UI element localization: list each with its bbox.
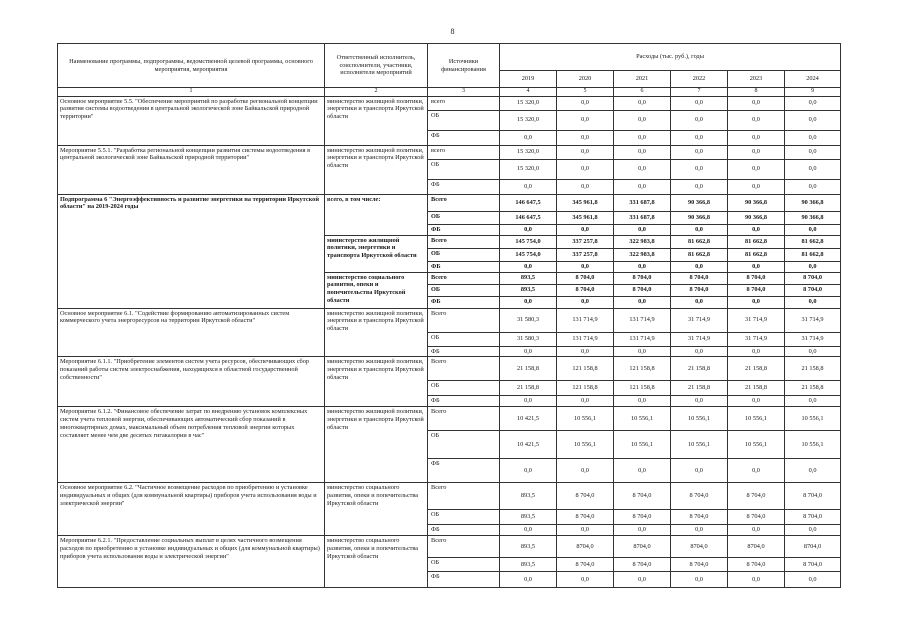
funding-source: ФБ (428, 261, 500, 272)
expense-value: 0,0 (614, 145, 671, 159)
funding-source: ФБ (428, 179, 500, 194)
page-number: 8 (450, 27, 455, 36)
expense-value: 8 704,0 (614, 483, 671, 510)
funding-source: ОБ (428, 431, 500, 459)
expense-value: 8 704,0 (671, 284, 728, 296)
expense-value: 0,0 (728, 396, 785, 407)
header-year: 2019 (500, 71, 557, 88)
expense-value: 10 556,1 (728, 431, 785, 459)
funding-source: ФБ (428, 396, 500, 407)
expense-value: 322 983,8 (614, 248, 671, 261)
expense-value: 0,0 (614, 396, 671, 407)
expense-value: 21 158,8 (728, 381, 785, 396)
expense-value: 8 704,0 (728, 483, 785, 510)
executor-name: всего, в том числе: (325, 194, 428, 235)
expense-value: 146 647,5 (500, 211, 557, 224)
funding-source: ФБ (428, 459, 500, 483)
expense-value: 21 158,8 (500, 381, 557, 396)
expense-value: 10 556,1 (614, 407, 671, 431)
expense-value: 0,0 (671, 179, 728, 194)
expense-value: 0,0 (614, 459, 671, 483)
header-executor: Ответственный исполнитель, соисполнители, участники, исполнители мероприятий (325, 44, 428, 88)
expense-value: 21 158,8 (671, 381, 728, 396)
expense-value: 0,0 (614, 525, 671, 536)
funding-source: Всего (428, 235, 500, 248)
column-number: 8 (728, 88, 785, 97)
expense-value: 0,0 (614, 261, 671, 272)
funding-source: Всего (428, 407, 500, 431)
table-row (58, 308, 841, 332)
funding-source: ФБ (428, 525, 500, 536)
expense-value: 131 714,9 (557, 332, 614, 346)
header-year: 2021 (614, 71, 671, 88)
program-name: Основное мероприятие 5.5. "Обеспечение мероприятий по разработке региональной концепции развития системы водоотведения в центральной экологической зоне Байкальской природной территории" (58, 96, 325, 145)
expense-value: 0,0 (557, 179, 614, 194)
program-name: Основное мероприятие 6.2. "Частичное возмещение расходов по приобретению и установке индивидуальных и общих (для коммунальной квартиры) приборов учета использования воды и электрической энергии" (58, 483, 325, 536)
executor-name: министерство жилищной политики, энергетики и транспорта Иркутской области (325, 96, 428, 145)
expense-value: 31 714,9 (671, 332, 728, 346)
expense-value: 10 556,1 (728, 407, 785, 431)
expense-value: 0,0 (614, 130, 671, 145)
expense-value: 0,0 (614, 159, 671, 179)
program-name: Мероприятие 6.2.1. "Предоставление социальных выплат в целях частичного возмещения расходов по приобретению и установке индивидуальных и общих (для коммунальной квартиры) приборов учета использования воды и электрической энергии" (58, 536, 325, 588)
executor-name: министерство социального развития, опеки и попечительства Иркутской области (325, 483, 428, 536)
expense-value: 0,0 (500, 572, 557, 588)
expense-value: 0,0 (500, 261, 557, 272)
expense-value: 0,0 (728, 179, 785, 194)
expense-value: 121 158,8 (557, 357, 614, 381)
expense-value: 0,0 (785, 459, 841, 483)
funding-source: ФБ (428, 130, 500, 145)
expense-value: 81 662,8 (785, 235, 841, 248)
expense-value: 0,0 (557, 459, 614, 483)
expense-value: 0,0 (785, 145, 841, 159)
funding-source: ОБ (428, 332, 500, 346)
expense-value: 31 580,3 (500, 332, 557, 346)
expense-value: 8 704,0 (557, 284, 614, 296)
program-name: Мероприятие 5.5.1. "Разработка региональной концепции развития системы водоотведения в центральной экологической зоне Байкальской природной территории" (58, 145, 325, 194)
expense-value: 0,0 (557, 296, 614, 308)
table-row (58, 483, 841, 510)
expense-value: 8 704,0 (614, 272, 671, 284)
expense-value: 131 714,9 (557, 308, 614, 332)
expense-value: 0,0 (728, 261, 785, 272)
expense-value: 0,0 (728, 346, 785, 357)
expense-value: 337 257,8 (557, 235, 614, 248)
expense-value: 8 704,0 (614, 284, 671, 296)
expense-value: 8704,0 (557, 536, 614, 558)
column-number: 1 (58, 88, 325, 97)
expense-value: 90 366,8 (728, 211, 785, 224)
executor-name: министерство социального развития, опеки и попечительства Иркутской области (325, 536, 428, 588)
table-body (58, 96, 841, 588)
expense-value: 21 158,8 (728, 357, 785, 381)
expense-value: 893,5 (500, 284, 557, 296)
expense-value: 8 704,0 (785, 558, 841, 572)
expense-value: 0,0 (557, 525, 614, 536)
funding-source: ФБ (428, 572, 500, 588)
expense-value: 145 754,0 (500, 235, 557, 248)
header-year: 2022 (671, 71, 728, 88)
expense-value: 10 556,1 (557, 431, 614, 459)
header-year: 2020 (557, 71, 614, 88)
expense-value: 145 754,0 (500, 248, 557, 261)
expense-value: 8 704,0 (557, 510, 614, 525)
expense-value: 10 556,1 (614, 431, 671, 459)
expense-value: 0,0 (557, 130, 614, 145)
funding-source: ОБ (428, 248, 500, 261)
expense-value: 0,0 (500, 396, 557, 407)
expense-value: 0,0 (728, 130, 785, 145)
expense-value: 21 158,8 (785, 357, 841, 381)
expense-value: 15 320,0 (500, 159, 557, 179)
expense-value: 0,0 (785, 296, 841, 308)
header-name: Наименование программы, подпрограммы, ведомственной целевой программы, основного мероприятия, мероприятия (58, 44, 325, 88)
expense-value: 21 158,8 (785, 381, 841, 396)
executor-name: министерство жилищной политики, энергетики и транспорта Иркутской области (325, 145, 428, 194)
funding-source: ОБ (428, 110, 500, 130)
expense-value: 15 320,0 (500, 96, 557, 110)
expense-value: 0,0 (500, 525, 557, 536)
expense-value: 0,0 (500, 296, 557, 308)
expense-value: 0,0 (728, 145, 785, 159)
expense-value: 0,0 (728, 525, 785, 536)
header-year: 2023 (728, 71, 785, 88)
column-number: 4 (500, 88, 557, 97)
executor-name: министерство социального развития, опеки и попечительства Иркутской области (325, 272, 428, 308)
expense-value: 0,0 (557, 346, 614, 357)
funding-source: Всего (428, 536, 500, 558)
expense-value: 893,5 (500, 272, 557, 284)
expense-value: 0,0 (614, 224, 671, 235)
expense-value: 0,0 (671, 459, 728, 483)
column-number: 9 (785, 88, 841, 97)
column-number: 2 (325, 88, 428, 97)
table-row (58, 536, 841, 558)
expense-value: 893,5 (500, 558, 557, 572)
funding-source: ФБ (428, 296, 500, 308)
executor-name: министерство жилищной политики, энергетики и транспорта Иркутской области (325, 235, 428, 272)
expense-value: 8704,0 (785, 536, 841, 558)
expense-value: 10 421,5 (500, 431, 557, 459)
expense-value: 31 714,9 (785, 332, 841, 346)
expense-value: 0,0 (557, 396, 614, 407)
funding-source: всего (428, 145, 500, 159)
expense-value: 8 704,0 (557, 558, 614, 572)
expense-value: 0,0 (785, 224, 841, 235)
expense-value: 81 662,8 (785, 248, 841, 261)
header-expenses: Расходы (тыс. руб.), годы (500, 44, 841, 71)
expense-value: 10 556,1 (671, 431, 728, 459)
expense-value: 0,0 (614, 296, 671, 308)
expense-value: 8 704,0 (671, 558, 728, 572)
funding-source: Всего (428, 272, 500, 284)
expense-value: 0,0 (671, 96, 728, 110)
expense-value: 10 556,1 (785, 431, 841, 459)
expense-value: 0,0 (671, 110, 728, 130)
expense-value: 0,0 (500, 179, 557, 194)
expense-value: 0,0 (557, 96, 614, 110)
expense-value: 893,5 (500, 536, 557, 558)
expense-value: 15 320,0 (500, 110, 557, 130)
expense-value: 8704,0 (671, 536, 728, 558)
expense-value: 0,0 (671, 261, 728, 272)
expense-value: 0,0 (728, 572, 785, 588)
expense-value: 0,0 (728, 296, 785, 308)
expense-value: 8 704,0 (614, 558, 671, 572)
expense-value: 81 662,8 (671, 248, 728, 261)
column-number: 5 (557, 88, 614, 97)
expense-value: 0,0 (728, 110, 785, 130)
expense-value: 345 961,8 (557, 211, 614, 224)
expense-value: 81 662,8 (728, 235, 785, 248)
expense-value: 893,5 (500, 510, 557, 525)
column-number: 7 (671, 88, 728, 97)
funding-source: ОБ (428, 211, 500, 224)
funding-source: ОБ (428, 159, 500, 179)
column-number: 6 (614, 88, 671, 97)
expense-value: 8 704,0 (671, 510, 728, 525)
expense-value: 8 704,0 (728, 284, 785, 296)
expense-value: 0,0 (785, 159, 841, 179)
expense-value: 81 662,8 (728, 248, 785, 261)
expense-value: 0,0 (785, 130, 841, 145)
expense-value: 0,0 (671, 296, 728, 308)
expense-value: 0,0 (557, 261, 614, 272)
expense-value: 8 704,0 (728, 510, 785, 525)
funding-source: ОБ (428, 558, 500, 572)
expense-value: 322 983,8 (614, 235, 671, 248)
expense-value: 81 662,8 (671, 235, 728, 248)
funding-source: Всего (428, 194, 500, 211)
expense-value: 0,0 (785, 572, 841, 588)
expense-value: 0,0 (728, 224, 785, 235)
expense-value: 0,0 (671, 525, 728, 536)
funding-source: ФБ (428, 346, 500, 357)
funding-source: ОБ (428, 284, 500, 296)
expense-value: 121 158,8 (557, 381, 614, 396)
expense-value: 337 257,8 (557, 248, 614, 261)
expense-value: 0,0 (785, 179, 841, 194)
program-name: Основное мероприятие 6.1. "Содействие формированию автоматизированных систем коммерческого учета энергоресурсов на территории Иркутской области" (58, 308, 325, 357)
expense-value: 8 704,0 (728, 272, 785, 284)
expense-value: 0,0 (614, 96, 671, 110)
expense-value: 0,0 (614, 179, 671, 194)
funding-source: Всего (428, 483, 500, 510)
expense-value: 90 366,8 (785, 194, 841, 211)
expense-value: 8 704,0 (728, 558, 785, 572)
expense-value: 893,5 (500, 483, 557, 510)
executor-name: министерство жилищной политики, энергетики и транспорта Иркутской области (325, 308, 428, 357)
expense-value: 31 714,9 (671, 308, 728, 332)
expense-value: 121 158,8 (614, 381, 671, 396)
expense-value: 0,0 (728, 96, 785, 110)
expenses-table (57, 43, 841, 588)
table-row (58, 96, 841, 110)
table-row (58, 357, 841, 381)
program-name: Подпрограмма 6 "Энергоэффективность и развитие энергетики на территории Иркутской области" на 2019-2024 годы (58, 194, 325, 308)
expense-value: 31 714,9 (785, 308, 841, 332)
expense-value: 0,0 (614, 572, 671, 588)
expense-value: 0,0 (785, 346, 841, 357)
expense-value: 0,0 (614, 346, 671, 357)
expense-value: 0,0 (671, 159, 728, 179)
expense-value: 0,0 (557, 110, 614, 130)
executor-name: министерство жилищной политики, энергетики и транспорта Иркутской области (325, 407, 428, 483)
expense-value: 0,0 (557, 159, 614, 179)
expense-value: 90 366,8 (728, 194, 785, 211)
expense-value: 8704,0 (728, 536, 785, 558)
expense-value: 15 320,0 (500, 145, 557, 159)
expense-value: 0,0 (500, 130, 557, 145)
funding-source: ОБ (428, 381, 500, 396)
expense-value: 0,0 (785, 525, 841, 536)
header-year: 2024 (785, 71, 841, 88)
expense-value: 0,0 (500, 459, 557, 483)
expense-value: 0,0 (500, 346, 557, 357)
expense-value: 0,0 (785, 261, 841, 272)
expense-value: 0,0 (728, 459, 785, 483)
expense-value: 0,0 (671, 224, 728, 235)
expense-value: 0,0 (557, 224, 614, 235)
expense-value: 0,0 (671, 396, 728, 407)
expense-value: 0,0 (785, 96, 841, 110)
funding-source: Всего (428, 308, 500, 332)
expense-value: 21 158,8 (671, 357, 728, 381)
expense-value: 8 704,0 (785, 510, 841, 525)
expense-value: 345 961,8 (557, 194, 614, 211)
expense-value: 31 714,9 (728, 308, 785, 332)
expense-value: 8 704,0 (785, 272, 841, 284)
expense-value: 10 556,1 (671, 407, 728, 431)
table-row (58, 407, 841, 431)
expense-value: 0,0 (500, 224, 557, 235)
expense-value: 331 687,8 (614, 194, 671, 211)
expense-value: 8 704,0 (785, 284, 841, 296)
column-number: 3 (428, 88, 500, 97)
expense-value: 0,0 (671, 572, 728, 588)
expense-value: 0,0 (614, 110, 671, 130)
expense-value: 90 366,8 (785, 211, 841, 224)
header-source: Источники финансирования (428, 44, 500, 88)
expense-value: 10 556,1 (557, 407, 614, 431)
expense-value: 0,0 (785, 110, 841, 130)
expense-value: 131 714,9 (614, 332, 671, 346)
funding-source: ОБ (428, 510, 500, 525)
table-row (58, 145, 841, 159)
expense-value: 21 158,8 (500, 357, 557, 381)
expense-value: 0,0 (557, 145, 614, 159)
expense-value: 0,0 (671, 130, 728, 145)
funding-source: всего (428, 96, 500, 110)
expense-value: 90 366,8 (671, 211, 728, 224)
funding-source: Всего (428, 357, 500, 381)
expense-value: 8 704,0 (557, 272, 614, 284)
expense-value: 0,0 (671, 346, 728, 357)
expense-value: 8 704,0 (557, 483, 614, 510)
expense-value: 8 704,0 (671, 272, 728, 284)
program-name: Мероприятие 6.1.2. "Финансовое обеспечение затрат по внедрению установок комплексных систем учета тепловой энергии, обеспечивающих автоматический сбор показаний в многоквартирных домах, максимальный объем потребления тепловой энергии которых составляет менее чем две десятых гигакалории в час" (58, 407, 325, 483)
table-row (58, 194, 841, 211)
expense-value: 31 580,3 (500, 308, 557, 332)
expense-value: 0,0 (671, 145, 728, 159)
expense-value: 0,0 (728, 159, 785, 179)
expense-value: 10 421,5 (500, 407, 557, 431)
expense-value: 31 714,9 (728, 332, 785, 346)
expense-value: 8704,0 (614, 536, 671, 558)
expense-value: 131 714,9 (614, 308, 671, 332)
expense-value: 0,0 (785, 396, 841, 407)
expense-value: 90 366,8 (671, 194, 728, 211)
funding-source: ФБ (428, 224, 500, 235)
expense-value: 8 704,0 (671, 483, 728, 510)
expense-value: 0,0 (557, 572, 614, 588)
expense-value: 121 158,8 (614, 357, 671, 381)
expense-value: 10 556,1 (785, 407, 841, 431)
executor-name: министерство жилищной политики, энергетики и транспорта Иркутской области (325, 357, 428, 407)
expense-value: 331 687,8 (614, 211, 671, 224)
expense-value: 146 647,5 (500, 194, 557, 211)
expense-value: 8 704,0 (785, 483, 841, 510)
expense-value: 8 704,0 (614, 510, 671, 525)
program-name: Мероприятие 6.1.1. "Приобретение элементов систем учета ресурсов, обеспечивающих сбор показаний работы систем электроснабжения, находящихся в областной государственной собственности" (58, 357, 325, 407)
